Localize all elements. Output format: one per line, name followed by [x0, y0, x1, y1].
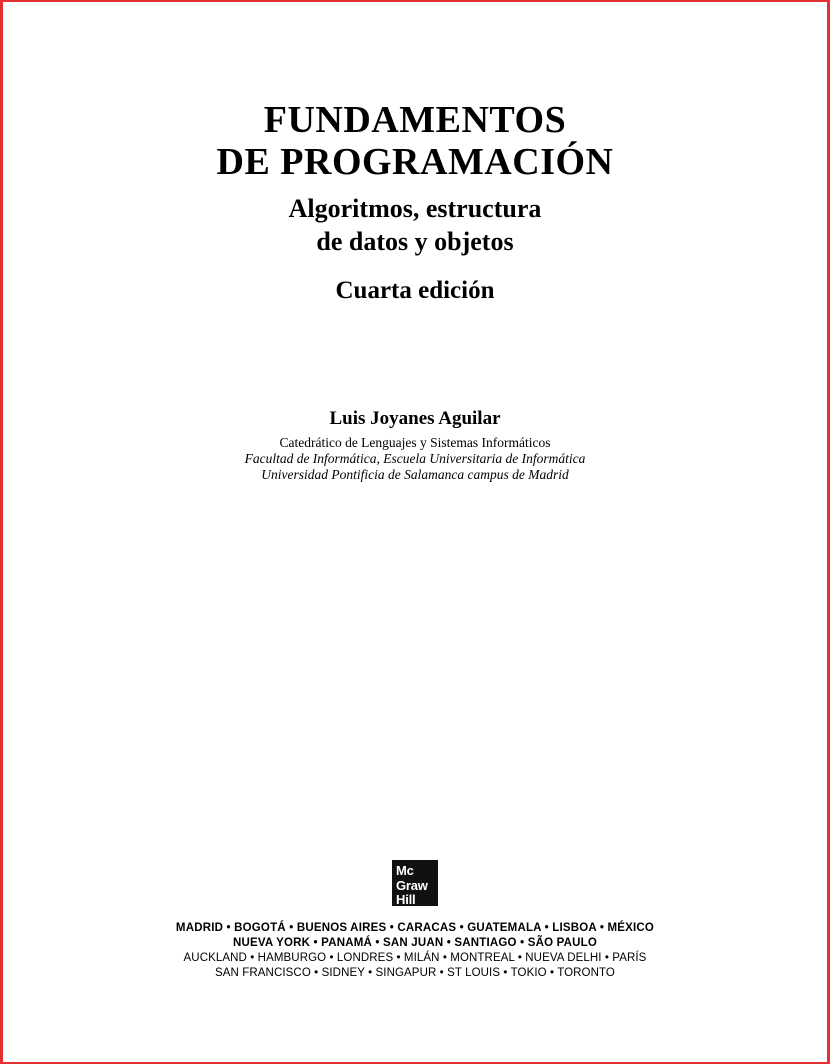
author-name: Luis Joyanes Aguilar: [329, 408, 501, 429]
author-role: Catedrático de Lenguajes y Sistemas Informáticos: [279, 435, 551, 450]
title-line-2: DE PROGRAMACIÓN: [216, 141, 614, 183]
cities-line-3: AUCKLAND • HAMBURGO • LONDRES • MILÁN • MONTREAL • NUEVA DELHI • PARÍS: [183, 952, 647, 964]
author-block: [3, 407, 827, 483]
page-content: [3, 2, 827, 1062]
subtitle-line-2: de datos y objetos: [316, 227, 514, 256]
logo-line-3: Hill: [396, 892, 416, 907]
publisher-cities: [3, 921, 827, 981]
author-affiliation-1: Facultad de Informática, Escuela Universitaria de Informática: [244, 451, 586, 466]
book-edition: Cuarta edición: [335, 277, 495, 304]
cities-line-4: SAN FRANCISCO • SIDNEY • SINGAPUR • ST LOUIS • TOKIO • TORONTO: [215, 967, 615, 979]
logo-line-2: Graw: [396, 877, 428, 893]
book-title: [3, 99, 827, 183]
mcgraw-hill-logo: [392, 860, 438, 906]
logo-line-1: Mc: [396, 863, 414, 878]
title-line-1: FUNDAMENTOS: [263, 99, 567, 141]
book-subtitle: [3, 192, 827, 258]
subtitle-line-1: Algoritmos, estructura: [288, 194, 542, 223]
author-affiliation-2: Universidad Pontificia de Salamanca campus de Madrid: [261, 467, 569, 482]
cities-line-2: NUEVA YORK • PANAMÁ • SAN JUAN • SANTIAGO • SÃO PAULO: [232, 937, 598, 949]
cities-line-1: MADRID • BOGOTÁ • BUENOS AIRES • CARACAS • GUATEMALA • LISBOA • MÉXICO: [175, 922, 655, 934]
